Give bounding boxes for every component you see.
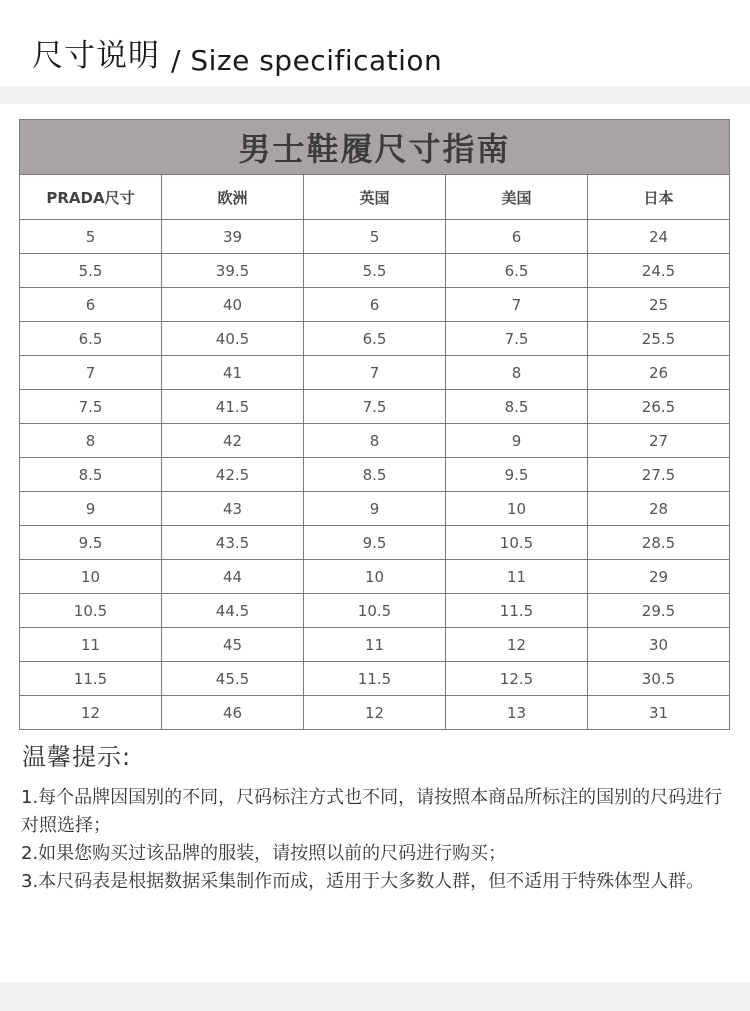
table-cell: 5.5	[304, 254, 446, 288]
table-row	[20, 492, 730, 526]
table-cell: 10.5	[20, 594, 162, 628]
table-row	[20, 254, 730, 288]
table-row	[20, 560, 730, 594]
table-cell: 25.5	[588, 322, 730, 356]
table-cell: 13	[446, 696, 588, 730]
column-header-uk: 英国	[304, 175, 446, 220]
table-cell: 26.5	[588, 390, 730, 424]
column-header-us: 美国	[446, 175, 588, 220]
table-cell: 7	[20, 356, 162, 390]
table-body	[20, 220, 730, 730]
table-cell: 12	[304, 696, 446, 730]
table-cell: 9	[20, 492, 162, 526]
table-row	[20, 662, 730, 696]
table-cell: 43	[162, 492, 304, 526]
table-cell: 11	[446, 560, 588, 594]
table-cell: 10.5	[446, 526, 588, 560]
table-cell: 12.5	[446, 662, 588, 696]
table-cell: 8	[304, 424, 446, 458]
table-cell: 5.5	[20, 254, 162, 288]
table-cell: 45	[162, 628, 304, 662]
column-header-jp: 日本	[588, 175, 730, 220]
table-cell: 9	[304, 492, 446, 526]
table-cell: 44	[162, 560, 304, 594]
page-title-cn: 尺寸说明	[32, 38, 160, 74]
table-row	[20, 628, 730, 662]
table-cell: 39.5	[162, 254, 304, 288]
size-chart-table	[19, 119, 730, 730]
column-header-prada: PRADA尺寸	[20, 175, 162, 220]
page-title-en: / Size specification	[171, 44, 443, 77]
tip-item: 3.本尺码表是根据数据采集制作而成，适用于大多数人群，但不适用于特殊体型人群。	[21, 871, 705, 892]
table-cell: 9	[446, 424, 588, 458]
table-row	[20, 356, 730, 390]
table-cell: 42	[162, 424, 304, 458]
table-row	[20, 526, 730, 560]
table-cell: 39	[162, 220, 304, 254]
table-cell: 9.5	[446, 458, 588, 492]
table-cell: 8	[20, 424, 162, 458]
table-cell: 6.5	[20, 322, 162, 356]
table-header-row	[20, 175, 730, 220]
table-cell: 12	[446, 628, 588, 662]
table-cell: 8.5	[446, 390, 588, 424]
tip-item: 1.每个品牌因国别的不同，尺码标注方式也不同，请按照本商品所标注的国别的尺码进行对照选择；	[21, 787, 723, 836]
table-title: 男士鞋履尺寸指南	[20, 120, 730, 175]
table-cell: 11.5	[304, 662, 446, 696]
table-cell: 24.5	[588, 254, 730, 288]
table-cell: 11.5	[20, 662, 162, 696]
table-cell: 9.5	[304, 526, 446, 560]
table-cell: 7	[304, 356, 446, 390]
table-cell: 11	[20, 628, 162, 662]
table-cell: 40.5	[162, 322, 304, 356]
table-row	[20, 220, 730, 254]
column-header-eu: 欧洲	[162, 175, 304, 220]
table-cell: 29.5	[588, 594, 730, 628]
table-cell: 12	[20, 696, 162, 730]
table-cell: 42.5	[162, 458, 304, 492]
table-cell: 30.5	[588, 662, 730, 696]
table-cell: 7	[446, 288, 588, 322]
table-row	[20, 322, 730, 356]
table-cell: 11	[304, 628, 446, 662]
table-cell: 6.5	[304, 322, 446, 356]
table-row	[20, 594, 730, 628]
table-cell: 41	[162, 356, 304, 390]
table-cell: 7.5	[304, 390, 446, 424]
table-row	[20, 424, 730, 458]
table-row	[20, 696, 730, 730]
table-cell: 10	[20, 560, 162, 594]
table-cell: 10	[304, 560, 446, 594]
table-cell: 7.5	[20, 390, 162, 424]
divider-band-top	[0, 86, 750, 104]
tip-item: 2.如果您购买过该品牌的服装，请按照以前的尺码进行购买；	[21, 843, 507, 864]
table-cell: 6	[20, 288, 162, 322]
table-cell: 10	[446, 492, 588, 526]
table-cell: 8	[446, 356, 588, 390]
table-cell: 6	[446, 220, 588, 254]
table-cell: 27	[588, 424, 730, 458]
table-cell: 43.5	[162, 526, 304, 560]
tips-heading: 温馨提示:	[22, 743, 132, 771]
table-cell: 9.5	[20, 526, 162, 560]
table-cell: 11.5	[446, 594, 588, 628]
table-cell: 40	[162, 288, 304, 322]
table-cell: 5	[20, 220, 162, 254]
table-cell: 7.5	[446, 322, 588, 356]
table-cell: 28	[588, 492, 730, 526]
table-cell: 28.5	[588, 526, 730, 560]
table-cell: 8.5	[20, 458, 162, 492]
table-cell: 6	[304, 288, 446, 322]
table-cell: 41.5	[162, 390, 304, 424]
table-cell: 46	[162, 696, 304, 730]
table-cell: 6.5	[446, 254, 588, 288]
table-cell: 45.5	[162, 662, 304, 696]
table-cell: 31	[588, 696, 730, 730]
table-cell: 44.5	[162, 594, 304, 628]
table-cell: 30	[588, 628, 730, 662]
table-row	[20, 458, 730, 492]
page-header	[0, 0, 750, 86]
table-cell: 27.5	[588, 458, 730, 492]
table-cell: 10.5	[304, 594, 446, 628]
tips-list	[21, 784, 736, 896]
table-cell: 5	[304, 220, 446, 254]
table-cell: 29	[588, 560, 730, 594]
table-cell: 24	[588, 220, 730, 254]
table-cell: 8.5	[304, 458, 446, 492]
table-row	[20, 288, 730, 322]
table-cell: 25	[588, 288, 730, 322]
table-title-row	[20, 120, 730, 175]
table-cell: 26	[588, 356, 730, 390]
divider-band-bottom	[0, 982, 750, 1011]
table-row	[20, 390, 730, 424]
